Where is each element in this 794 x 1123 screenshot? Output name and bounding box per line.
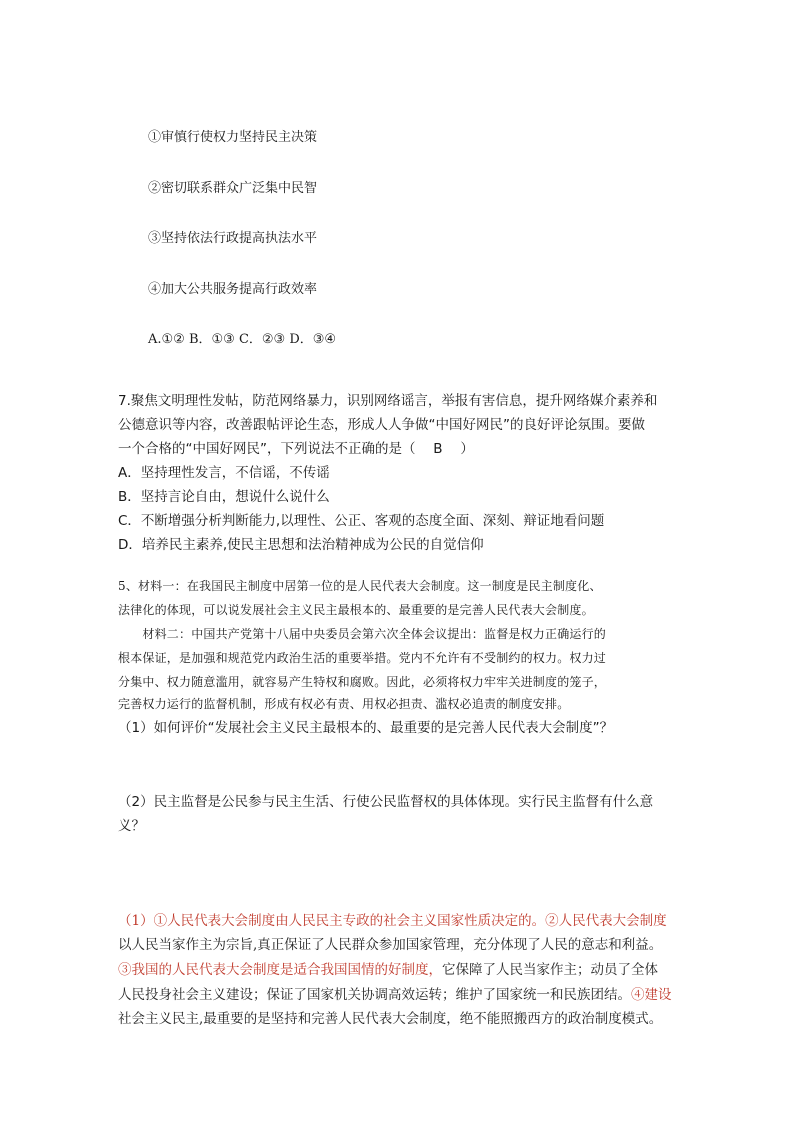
q7-stem-line-1: 7.聚焦文明理性发帖，防范网络暴力，识别网络谣言，举报有害信息，提升网络媒介素养和 — [118, 393, 658, 409]
answer-choices: A.①② B．①③ C．②③ D．③④ — [148, 332, 337, 347]
material-1-line-1: 5、材料一：在我国民主制度中居第一位的是人民代表大会制度。这一制度是民主制度化、 — [118, 579, 602, 593]
q7-stem-line-3: 一个合格的“中国好网民”，下列说法不正确的是（ B ） — [118, 441, 474, 457]
answer-line-2: 以人民当家作主为宗旨,真正保证了人民群众参加国家管理，充分体现了人民的意志和利益。 — [118, 937, 663, 953]
q7-option-c: C．不断增强分析判断能力,以理性、公正、客观的态度全面、深刻、辩证地看问题 — [118, 513, 605, 529]
material-2-line-1: 材料二：中国共产党第十八届中央委员会第六次全体会议提出：监督是权力正确运行的 — [118, 627, 607, 641]
option-4: ④加大公共服务提高行政效率 — [148, 282, 318, 297]
option-3: ③坚持依法行政提高执法水平 — [148, 231, 318, 246]
option-2: ②密切联系群众广泛集中民智 — [148, 181, 318, 196]
q7-option-b: B．坚持言论自由，想说什么说什么 — [118, 489, 330, 505]
answer-line-5: 社会主义民主,最重要的是坚持和完善人民代表大会制度，绝不能照搬西方的政治制度模式。 — [118, 1011, 663, 1027]
q7-option-d: D．培养民主素养,使民主思想和法治精神成为公民的自觉信仰 — [118, 537, 484, 553]
sub-question-2-line-1: （2）民主监督是公民参与民主生活、行使公民监督权的具体体现。实行民主监督有什么意 — [118, 794, 654, 810]
q7-stem-line-2: 公德意识等内容，改善跟帖评论生态，形成人人争做“中国好网民”的良好评论氛围。要做 — [118, 417, 645, 433]
answer-line-3: ③我国的人民代表大会制度是适合我国国情的好制度，它保障了人民当家作主；动员了全体 — [118, 962, 658, 978]
sub-question-2-line-2: 义？ — [118, 818, 145, 834]
sub-question-1: （1）如何评价“发展社会主义民主最根本的、最重要的是完善人民代表大会制度”？ — [118, 720, 614, 736]
q7-option-a: A．坚持理性发言，不信谣，不传谣 — [118, 465, 330, 481]
option-1: ①审慎行使权力坚持民主决策 — [148, 130, 318, 145]
answer-label: （1） — [118, 913, 154, 929]
answer-line-4: 人民投身社会主义建设；保证了国家机关协调高效运转；维护了国家统一和民族团结。④建设 — [118, 987, 672, 1003]
material-1-line-2: 法律化的体现，可以说发展社会主义民主最根本的、最重要的是完善人民代表大会制度。 — [118, 603, 594, 617]
material-2-line-3: 分集中、权力随意滥用，就容易产生特权和腐败。因此，必须将权力牢牢关进制度的笼子， — [118, 675, 607, 689]
material-2-line-2: 根本保证，是加强和规范党内政治生活的重要举措。党内不允许有不受制约的权力。权力过 — [118, 651, 607, 665]
answer-line-1: （1）①人民代表大会制度由人民民主专政的社会主义国家性质决定的。②人民代表大会制度 — [118, 913, 667, 929]
material-2-line-4: 完善权力运行的监督机制，形成有权必有责、用权必担责、滥权必追责的制度安排。 — [118, 697, 570, 711]
